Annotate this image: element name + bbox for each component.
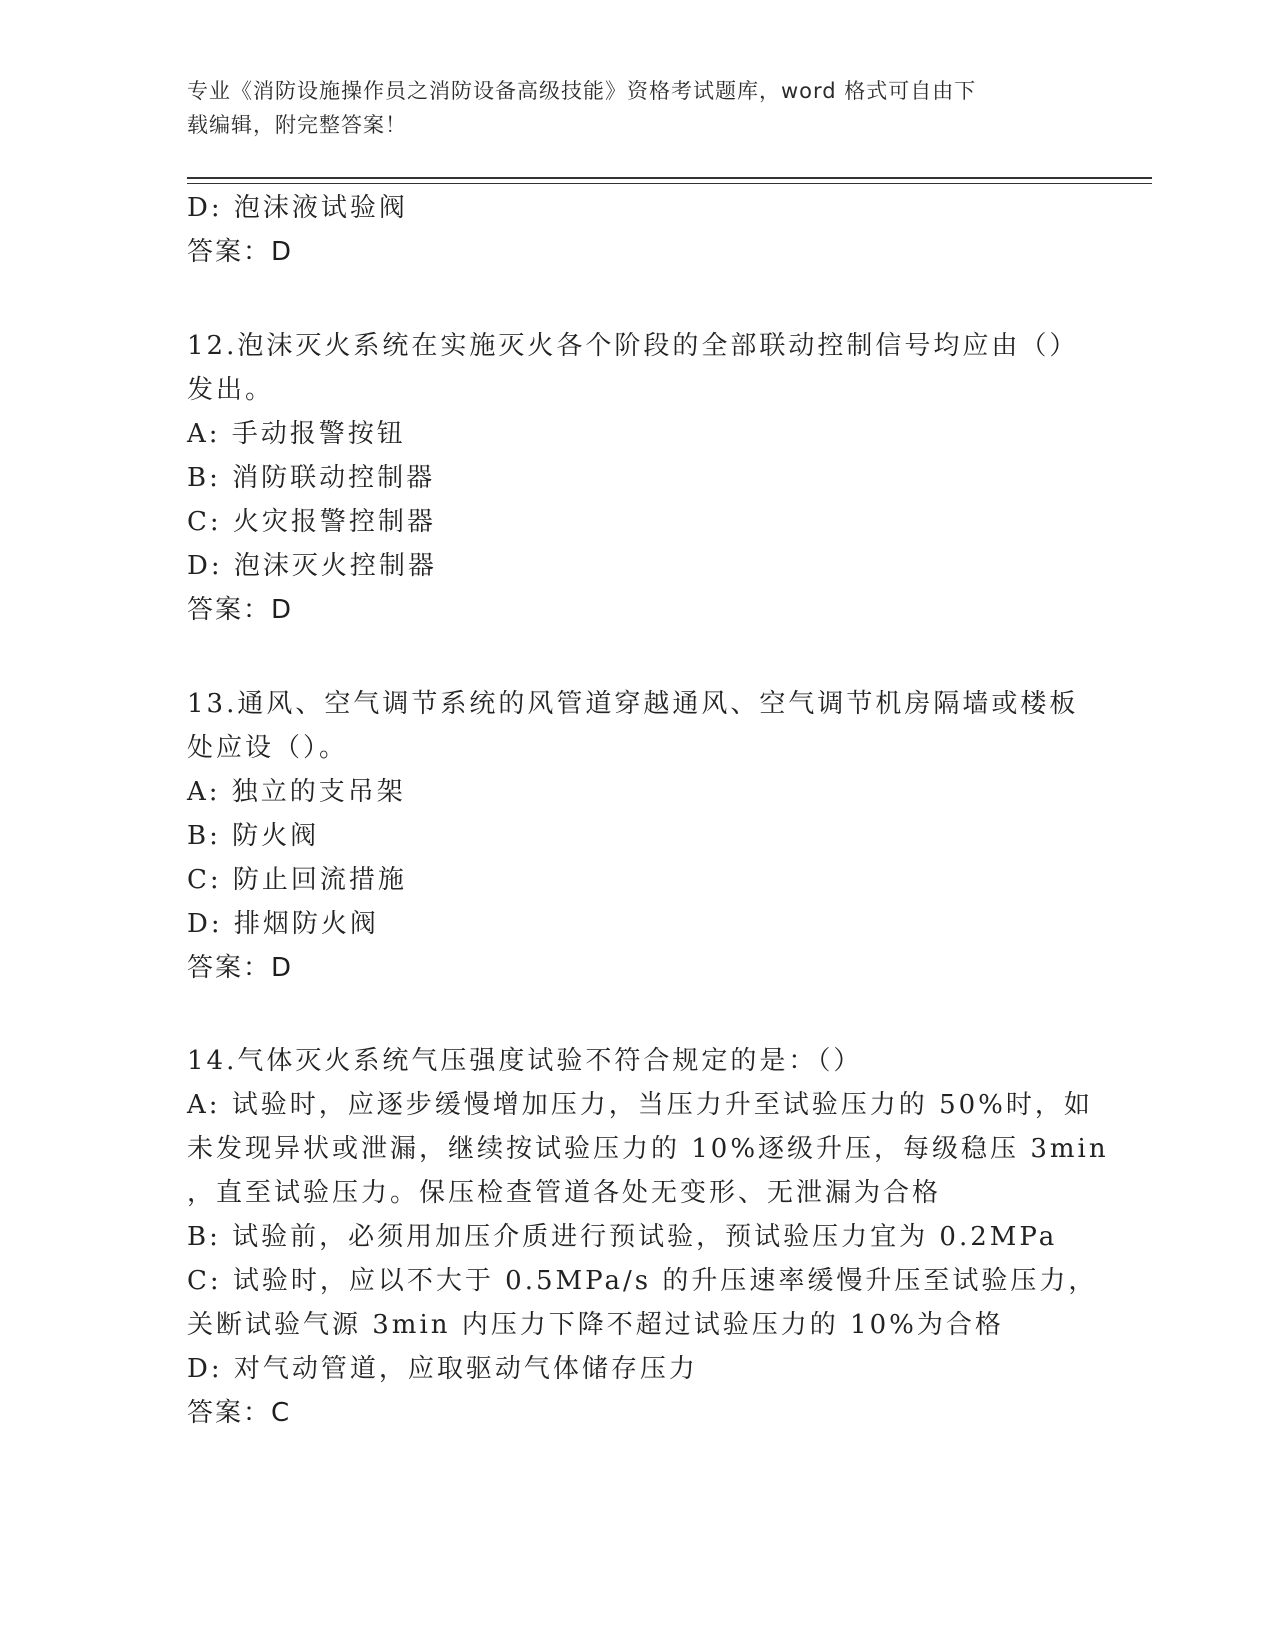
q14-answer: 答案：C [187, 1398, 292, 1428]
page-header [187, 74, 1067, 142]
header-divider-thick [187, 177, 1152, 179]
q14-option-b: B: 试验前，必须用加压介质进行预试验，预试验压力宜为 0.2MPa [187, 1222, 1058, 1252]
q11-option-d: D: 泡沫液试验阀 [187, 193, 408, 223]
header-line-1: 专业《消防设施操作员之消防设备高级技能》资格考试题库，word 格式可自由下 [187, 79, 977, 103]
q12-stem-line-2: 发出。 [187, 375, 275, 405]
q12-option-b: B: 消防联动控制器 [187, 463, 436, 493]
q14-stem-line-1: 14.气体灭火系统气压强度试验不符合规定的是：（） [187, 1046, 863, 1076]
q13-option-c: C: 防止回流措施 [187, 865, 407, 895]
q13-option-b: B: 防火阀 [187, 821, 320, 851]
q12-option-d: D: 泡沫灭火控制器 [187, 551, 437, 581]
q14-option-a-line-3: ，直至试验压力。保压检查管道各处无变形、无泄漏为合格 [187, 1178, 942, 1208]
q12-answer: 答案：D [187, 595, 294, 625]
q13-option-d: D: 排烟防火阀 [187, 909, 379, 939]
q13-option-a: A: 独立的支吊架 [187, 777, 406, 807]
q13-stem-line-2: 处应设（）。 [187, 733, 349, 763]
q12-option-a: A: 手动报警按钮 [187, 419, 406, 449]
q13-answer: 答案：D [187, 953, 294, 983]
q12-stem-line-1: 12.泡沫灭火系统在实施灭火各个阶段的全部联动控制信号均应由（） [187, 331, 1079, 361]
q11-answer: 答案：D [187, 237, 294, 267]
q13-stem-line-1: 13.通风、空气调节系统的风管道穿越通风、空气调节机房隔墙或楼板 [187, 689, 1079, 719]
q12-option-c: C: 火灾报警控制器 [187, 507, 436, 537]
header-line-2: 载编辑，附完整答案！ [187, 113, 407, 137]
q14-option-a-line-1: A: 试验时，应逐步缓慢增加压力，当压力升至试验压力的 50%时，如 [187, 1090, 1093, 1120]
q14-option-a-line-2: 未发现异状或泄漏，继续按试验压力的 10%逐级升压，每级稳压 3min [187, 1134, 1109, 1164]
q14-option-c-line-2: 关断试验气源 3min 内压力下降不超过试验压力的 10%为合格 [187, 1310, 1004, 1340]
q14-option-d: D: 对气动管道，应取驱动气体储存压力 [187, 1354, 698, 1384]
header-divider-thin [187, 183, 1152, 184]
q14-option-c-line-1: C: 试验时，应以不大于 0.5MPa/s 的升压速率缓慢升压至试验压力， [187, 1266, 1098, 1296]
